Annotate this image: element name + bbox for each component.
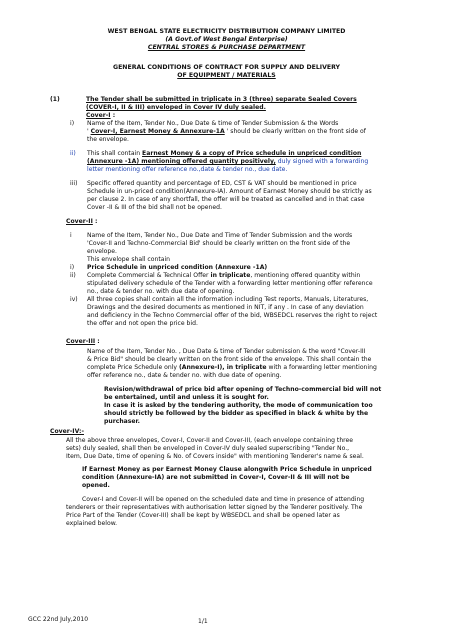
cover1-item-ii-line1: This shall contain Earnest Money & a copy of Price schedule in unpriced condition bbox=[87, 150, 362, 157]
cover3-line4: offer reference no., date & tender no. with due date of opening. bbox=[87, 372, 282, 379]
opening-line3: Price Part of the Tender (Cover-III) shall be kept by WBSEDCL and shall be opened later as bbox=[66, 512, 340, 519]
cover2-item-i-line2: 'Cover-II and Techno-Commercial Bid' should be clearly written on the front side of the bbox=[87, 240, 351, 247]
cover1-item-iii-line2: Schedule in un-priced condition(Annexure-IA). Amount of Earnest Money should be strictly as bbox=[87, 188, 372, 195]
cover3-label: Cover-III : bbox=[66, 338, 100, 345]
cover2-item-i-number: i bbox=[70, 232, 72, 239]
cover2-item-ii-line3: no., date & tender no. with due date of opening. bbox=[87, 288, 235, 295]
company-subtitle: (A Govt.of West Bengal Enterprise) bbox=[165, 36, 288, 43]
cover3-line3: complete Price Schedule only (Annexure-I), in triplicate with a forwarding letter mentioning bbox=[87, 364, 377, 371]
opening-line1: Cover-I and Cover-II will be opened on the scheduled date and time in presence of attending bbox=[82, 496, 365, 503]
revision-line1: Revision/withdrawal of price bid after opening of Techno-commercial bid will not bbox=[104, 386, 382, 393]
cover1-item-ii-line2: (Annexure -1A) mentioning offered quantity positively, duly signed with a forwarding bbox=[87, 158, 369, 165]
cover3-line2: & Price Bid" should be clearly written on the front side of the envelope. This shall contain the bbox=[87, 356, 372, 363]
cover2-item-ii-line2: stipulated delivery schedule of the Tender with a forwarding letter mentioning offer reference bbox=[87, 280, 373, 287]
earnest-money-line3: opened. bbox=[82, 482, 110, 489]
company-name: WEST BENGAL STATE ELECTRICITY DISTRIBUTION COMPANY LIMITED bbox=[107, 28, 346, 35]
earnest-money-line1: If Earnest Money as per Earnest Money Clause alongwith Price Schedule in unpriced bbox=[82, 466, 372, 473]
cover1-item-i-line3: the envelope. bbox=[87, 136, 129, 143]
cover2-item-iv-line3: and deficiency in the Techno Commercial offer of the bid, WBSEDCL reserves the right to reject bbox=[87, 312, 378, 319]
cover2-item-i-line3: envelope. bbox=[87, 248, 117, 255]
cover1-item-i-line2: ' Cover-I, Earnest Money & Annexure-1A ' should be clearly written on the front side of bbox=[87, 128, 366, 135]
footer-date: GCC 22nd July,2010 bbox=[28, 616, 89, 623]
cover2-item-i-line1: Name of the Item, Tender No., Due Date and Time of Tender Submission and the words bbox=[87, 232, 353, 239]
cover2-label: Cover-II : bbox=[66, 218, 98, 225]
cover2-item-i-line4: This envelope shall contain bbox=[87, 256, 171, 263]
document-title-line2: OF EQUIPMENT / MATERIALS bbox=[177, 72, 276, 79]
document-title-line1: GENERAL CONDITIONS OF CONTRACT FOR SUPPLY AND DELIVERY bbox=[112, 64, 340, 71]
cover2-item-iv-number: iv) bbox=[70, 296, 78, 303]
cover1-item-iii-number: iii) bbox=[70, 180, 78, 187]
revision-line5: purchaser. bbox=[104, 418, 140, 425]
cover1-item-i-number: i) bbox=[70, 120, 75, 127]
earnest-money-line2: condition (Annexure-IA) are not submitted in Cover-I, Cover-II & III will not be bbox=[82, 474, 350, 481]
cover1-item-iii-line4: Cover -II & III of the bid shall not be opened. bbox=[87, 204, 222, 211]
page-number: 1/1 bbox=[198, 618, 208, 625]
cover1-item-ii-number: ii) bbox=[70, 150, 76, 157]
cover4-line3: Item, Due Date, time of opening & No. of Covers inside" with mentioning Tenderer's name & seal. bbox=[66, 453, 364, 460]
revision-line2: be entertained, until and unless it is sought for. bbox=[104, 394, 269, 401]
section-number: (1) bbox=[50, 96, 60, 103]
cover2-item-i2-text: Price Schedule in unpriced condition (Annexure -1A) bbox=[87, 264, 268, 271]
cover3-line1: Name of the Item, Tender No. , Due Date & time of Tender submission & the word "Cover-III bbox=[87, 348, 366, 355]
cover2-item-iv-line4: the offer and not open the price bid. bbox=[87, 320, 198, 327]
opening-line2: tenderers or their representatives with authorisation letter signed by the Tenderer positively. The bbox=[66, 504, 363, 511]
revision-line4: should strictly be followed by the bidder as specified in black & white by the bbox=[104, 410, 369, 417]
cover1-item-ii-line3: letter mentioning offer reference no.,date & tender no., due date. bbox=[87, 166, 288, 173]
cover4-label: Cover-IV:- bbox=[50, 428, 84, 435]
cover4-line1: All the above three envelopes, Cover-I, Cover-II and Cover-III, (each envelope containing three bbox=[66, 437, 354, 444]
cover2-item-iv-line1: All three copies shall contain all the information including Test reports, Manuals, Literatures, bbox=[87, 296, 369, 303]
section-heading-line2: (COVER-I, II & III) enveloped in Cover IV duly sealed. bbox=[86, 104, 266, 111]
cover1-label: Cover-I : bbox=[86, 112, 116, 119]
opening-line4: explained below. bbox=[66, 520, 118, 527]
cover4-line2: sets) duly sealed, shall then be enveloped in Cover-IV duly sealed superscribing "Tender No., bbox=[66, 445, 350, 452]
cover1-item-iii-line3: per clause 2. In case of any shortfall, the offer will be treated as cancelled and in that case bbox=[87, 196, 365, 203]
cover1-item-i-line1: Name of the Item, Tender No., Due Date & time of Tender Submission & the Words bbox=[87, 120, 339, 127]
cover2-item-ii-number: ii) bbox=[70, 272, 76, 279]
cover2-item-ii-line1: Complete Commercial & Technical Offer in triplicate, mentioning offered quantity within bbox=[87, 272, 361, 279]
cover1-item-iii-line1: Specific offered quantity and percentage of ED, CST & VAT should be mentioned in price bbox=[87, 180, 357, 187]
revision-line3: In case it is asked by the tendering authority, the mode of communication too bbox=[104, 402, 373, 409]
cover2-item-i2-number: i) bbox=[70, 264, 75, 271]
section-heading-line1: The Tender shall be submitted in triplicate in 3 (three) separate Sealed Covers bbox=[86, 96, 357, 103]
department-name: CENTRAL STORES & PURCHASE DEPARTMENT bbox=[147, 44, 306, 51]
cover2-item-iv-line2: Drawings and the desired documents as mentioned in NIT, if any . In case of any deviation bbox=[87, 304, 364, 311]
